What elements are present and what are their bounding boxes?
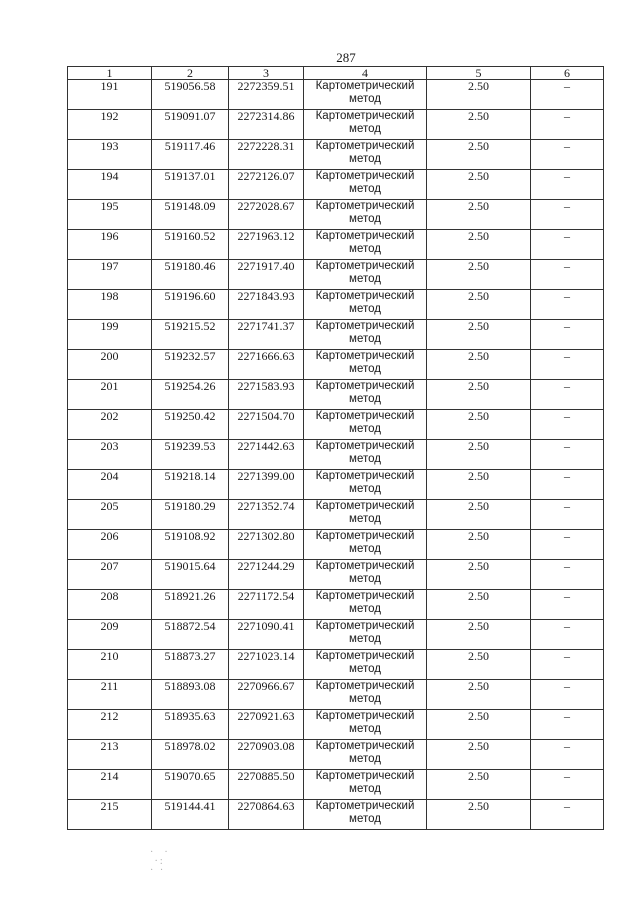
column-header-4: 4	[304, 67, 427, 80]
table-row	[68, 650, 604, 680]
accuracy-cell: 2.50	[427, 590, 531, 620]
y-coordinate-cell: 2270903.08	[229, 740, 304, 770]
point-number-cell: 197	[68, 260, 152, 290]
accuracy-cell: 2.50	[427, 140, 531, 170]
accuracy-cell: 2.50	[427, 230, 531, 260]
x-coordinate-cell: 519137.01	[152, 170, 229, 200]
table-row	[68, 260, 604, 290]
note-cell: –	[531, 770, 604, 800]
method-line-2: метод	[349, 573, 381, 585]
x-coordinate-cell: 519056.58	[152, 80, 229, 110]
x-coordinate-cell: 519108.92	[152, 530, 229, 560]
column-header-6: 6	[531, 67, 604, 80]
column-header-5: 5	[427, 67, 531, 80]
accuracy-cell: 2.50	[427, 440, 531, 470]
accuracy-cell: 2.50	[427, 320, 531, 350]
method-line-2: метод	[349, 543, 381, 555]
method-line-1: Картометрический	[315, 710, 415, 722]
table-row	[68, 320, 604, 350]
point-number-cell: 209	[68, 620, 152, 650]
method-cell	[304, 230, 427, 260]
method-cell	[304, 800, 427, 830]
method-cell	[304, 440, 427, 470]
y-coordinate-cell: 2271244.29	[229, 560, 304, 590]
method-line-2: метод	[349, 243, 381, 255]
method-line-2: метод	[349, 153, 381, 165]
table-header	[68, 67, 604, 80]
accuracy-cell: 2.50	[427, 740, 531, 770]
note-cell: –	[531, 170, 604, 200]
method-line-1: Картометрический	[315, 800, 415, 812]
method-line-1: Картометрический	[315, 530, 415, 542]
method-line-2: метод	[349, 783, 381, 795]
note-cell: –	[531, 290, 604, 320]
note-cell: –	[531, 440, 604, 470]
method-cell	[304, 770, 427, 800]
table-row	[68, 200, 604, 230]
note-cell: –	[531, 350, 604, 380]
x-coordinate-cell: 519091.07	[152, 110, 229, 140]
note-cell: –	[531, 320, 604, 350]
accuracy-cell: 2.50	[427, 80, 531, 110]
accuracy-cell: 2.50	[427, 200, 531, 230]
y-coordinate-cell: 2270885.50	[229, 770, 304, 800]
point-number-cell: 199	[68, 320, 152, 350]
method-cell	[304, 470, 427, 500]
method-line-1: Картометрический	[315, 230, 415, 242]
column-header-1: 1	[68, 67, 152, 80]
note-cell: –	[531, 80, 604, 110]
point-number-cell: 198	[68, 290, 152, 320]
method-cell	[304, 260, 427, 290]
note-cell: –	[531, 500, 604, 530]
method-cell	[304, 170, 427, 200]
point-number-cell: 195	[68, 200, 152, 230]
method-line-2: метод	[349, 453, 381, 465]
method-line-1: Картометрический	[315, 740, 415, 752]
method-cell	[304, 140, 427, 170]
point-number-cell: 202	[68, 410, 152, 440]
note-cell: –	[531, 710, 604, 740]
x-coordinate-cell: 519015.64	[152, 560, 229, 590]
method-line-1: Картометрический	[315, 620, 415, 632]
note-cell: –	[531, 530, 604, 560]
accuracy-cell: 2.50	[427, 650, 531, 680]
method-line-1: Картометрический	[315, 170, 415, 182]
point-number-cell: 212	[68, 710, 152, 740]
accuracy-cell: 2.50	[427, 170, 531, 200]
point-number-cell: 201	[68, 380, 152, 410]
method-line-1: Картометрический	[315, 320, 415, 332]
point-number-cell: 206	[68, 530, 152, 560]
y-coordinate-cell: 2271843.93	[229, 290, 304, 320]
method-cell	[304, 290, 427, 320]
x-coordinate-cell: 519218.14	[152, 470, 229, 500]
method-line-2: метод	[349, 333, 381, 345]
note-cell: –	[531, 260, 604, 290]
point-number-cell: 204	[68, 470, 152, 500]
method-cell	[304, 680, 427, 710]
x-coordinate-cell: 519160.52	[152, 230, 229, 260]
method-line-2: метод	[349, 693, 381, 705]
table-row	[68, 620, 604, 650]
x-coordinate-cell: 519180.46	[152, 260, 229, 290]
y-coordinate-cell: 2272126.07	[229, 170, 304, 200]
method-line-2: метод	[349, 723, 381, 735]
accuracy-cell: 2.50	[427, 560, 531, 590]
point-number-cell: 211	[68, 680, 152, 710]
method-line-1: Картометрический	[315, 260, 415, 272]
x-coordinate-cell: 519070.65	[152, 770, 229, 800]
method-cell	[304, 620, 427, 650]
x-coordinate-cell: 519144.41	[152, 800, 229, 830]
table-row	[68, 350, 604, 380]
method-line-1: Картометрический	[315, 350, 415, 362]
x-coordinate-cell: 518873.27	[152, 650, 229, 680]
x-coordinate-cell: 519239.53	[152, 440, 229, 470]
y-coordinate-cell: 2270864.63	[229, 800, 304, 830]
note-cell: –	[531, 560, 604, 590]
method-cell	[304, 200, 427, 230]
method-cell	[304, 110, 427, 140]
method-line-1: Картометрический	[315, 590, 415, 602]
table-row	[68, 140, 604, 170]
accuracy-cell: 2.50	[427, 620, 531, 650]
x-coordinate-cell: 518872.54	[152, 620, 229, 650]
y-coordinate-cell: 2271023.14	[229, 650, 304, 680]
method-line-2: метод	[349, 663, 381, 675]
y-coordinate-cell: 2271090.41	[229, 620, 304, 650]
method-line-2: метод	[349, 813, 381, 825]
method-cell	[304, 530, 427, 560]
accuracy-cell: 2.50	[427, 350, 531, 380]
method-line-2: метод	[349, 423, 381, 435]
method-line-2: метод	[349, 513, 381, 525]
y-coordinate-cell: 2271302.80	[229, 530, 304, 560]
method-cell	[304, 650, 427, 680]
y-coordinate-cell: 2272028.67	[229, 200, 304, 230]
scan-artifact: · · ·: · ·	[150, 847, 170, 876]
column-header-3: 3	[229, 67, 304, 80]
table-row	[68, 590, 604, 620]
table-row	[68, 800, 604, 830]
x-coordinate-cell: 519250.42	[152, 410, 229, 440]
y-coordinate-cell: 2272314.86	[229, 110, 304, 140]
table-row	[68, 230, 604, 260]
note-cell: –	[531, 410, 604, 440]
method-line-1: Картометрический	[315, 440, 415, 452]
y-coordinate-cell: 2271442.63	[229, 440, 304, 470]
table-row	[68, 380, 604, 410]
method-line-2: метод	[349, 633, 381, 645]
method-line-1: Картометрический	[315, 470, 415, 482]
method-line-2: метод	[349, 753, 381, 765]
table-row	[68, 560, 604, 590]
point-number-cell: 193	[68, 140, 152, 170]
accuracy-cell: 2.50	[427, 110, 531, 140]
method-line-1: Картометрический	[315, 680, 415, 692]
note-cell: –	[531, 230, 604, 260]
x-coordinate-cell: 518921.26	[152, 590, 229, 620]
accuracy-cell: 2.50	[427, 680, 531, 710]
method-cell	[304, 710, 427, 740]
method-line-1: Картометрический	[315, 200, 415, 212]
method-line-1: Картометрический	[315, 290, 415, 302]
accuracy-cell: 2.50	[427, 380, 531, 410]
table-row	[68, 440, 604, 470]
method-line-1: Картометрический	[315, 110, 415, 122]
method-line-2: метод	[349, 393, 381, 405]
point-number-cell: 208	[68, 590, 152, 620]
point-number-cell: 196	[68, 230, 152, 260]
note-cell: –	[531, 740, 604, 770]
y-coordinate-cell: 2272228.31	[229, 140, 304, 170]
method-line-1: Картометрический	[315, 500, 415, 512]
accuracy-cell: 2.50	[427, 530, 531, 560]
table-row	[68, 290, 604, 320]
method-line-2: метод	[349, 273, 381, 285]
y-coordinate-cell: 2271399.00	[229, 470, 304, 500]
method-line-2: метод	[349, 303, 381, 315]
note-cell: –	[531, 620, 604, 650]
point-number-cell: 203	[68, 440, 152, 470]
y-coordinate-cell: 2272359.51	[229, 80, 304, 110]
accuracy-cell: 2.50	[427, 410, 531, 440]
x-coordinate-cell: 519232.57	[152, 350, 229, 380]
method-cell	[304, 380, 427, 410]
point-number-cell: 215	[68, 800, 152, 830]
method-line-1: Картометрический	[315, 560, 415, 572]
x-coordinate-cell: 519196.60	[152, 290, 229, 320]
method-cell	[304, 590, 427, 620]
method-cell	[304, 80, 427, 110]
note-cell: –	[531, 110, 604, 140]
method-cell	[304, 560, 427, 590]
point-number-cell: 207	[68, 560, 152, 590]
method-cell	[304, 320, 427, 350]
point-number-cell: 214	[68, 770, 152, 800]
x-coordinate-cell: 519180.29	[152, 500, 229, 530]
x-coordinate-cell: 518978.02	[152, 740, 229, 770]
x-coordinate-cell: 518935.63	[152, 710, 229, 740]
point-number-cell: 205	[68, 500, 152, 530]
y-coordinate-cell: 2271504.70	[229, 410, 304, 440]
y-coordinate-cell: 2270921.63	[229, 710, 304, 740]
method-cell	[304, 350, 427, 380]
method-line-1: Картометрический	[315, 770, 415, 782]
table-row	[68, 170, 604, 200]
table-row	[68, 410, 604, 440]
x-coordinate-cell: 519117.46	[152, 140, 229, 170]
note-cell: –	[531, 140, 604, 170]
method-line-2: метод	[349, 183, 381, 195]
y-coordinate-cell: 2271172.54	[229, 590, 304, 620]
point-number-cell: 210	[68, 650, 152, 680]
x-coordinate-cell: 518893.08	[152, 680, 229, 710]
method-line-1: Картометрический	[315, 380, 415, 392]
table-row	[68, 470, 604, 500]
y-coordinate-cell: 2271963.12	[229, 230, 304, 260]
note-cell: –	[531, 800, 604, 830]
method-line-2: метод	[349, 603, 381, 615]
method-cell	[304, 740, 427, 770]
accuracy-cell: 2.50	[427, 800, 531, 830]
method-line-1: Картометрический	[315, 410, 415, 422]
method-line-1: Картометрический	[315, 140, 415, 152]
table-row	[68, 680, 604, 710]
table-row	[68, 740, 604, 770]
note-cell: –	[531, 650, 604, 680]
method-line-2: метод	[349, 213, 381, 225]
accuracy-cell: 2.50	[427, 260, 531, 290]
accuracy-cell: 2.50	[427, 500, 531, 530]
point-number-cell: 192	[68, 110, 152, 140]
method-cell	[304, 410, 427, 440]
accuracy-cell: 2.50	[427, 470, 531, 500]
method-line-2: метод	[349, 363, 381, 375]
note-cell: –	[531, 470, 604, 500]
method-line-2: метод	[349, 483, 381, 495]
x-coordinate-cell: 519254.26	[152, 380, 229, 410]
method-line-2: метод	[349, 123, 381, 135]
table-row	[68, 110, 604, 140]
x-coordinate-cell: 519215.52	[152, 320, 229, 350]
accuracy-cell: 2.50	[427, 770, 531, 800]
accuracy-cell: 2.50	[427, 290, 531, 320]
y-coordinate-cell: 2271666.63	[229, 350, 304, 380]
y-coordinate-cell: 2270966.67	[229, 680, 304, 710]
note-cell: –	[531, 380, 604, 410]
note-cell: –	[531, 680, 604, 710]
table-row	[68, 770, 604, 800]
note-cell: –	[531, 590, 604, 620]
table-row	[68, 530, 604, 560]
y-coordinate-cell: 2271352.74	[229, 500, 304, 530]
accuracy-cell: 2.50	[427, 710, 531, 740]
table-row	[68, 500, 604, 530]
table-body	[68, 80, 604, 830]
table-row	[68, 710, 604, 740]
point-number-cell: 213	[68, 740, 152, 770]
table-row	[68, 80, 604, 110]
method-line-2: метод	[349, 93, 381, 105]
header-row	[68, 67, 604, 80]
column-header-2: 2	[152, 67, 229, 80]
y-coordinate-cell: 2271583.93	[229, 380, 304, 410]
point-number-cell: 200	[68, 350, 152, 380]
page-number: 287	[336, 50, 356, 65]
point-number-cell: 194	[68, 170, 152, 200]
method-line-1: Картометрический	[315, 80, 415, 92]
x-coordinate-cell: 519148.09	[152, 200, 229, 230]
y-coordinate-cell: 2271917.40	[229, 260, 304, 290]
y-coordinate-cell: 2271741.37	[229, 320, 304, 350]
method-line-1: Картометрический	[315, 650, 415, 662]
coordinates-table	[67, 66, 604, 830]
method-cell	[304, 500, 427, 530]
point-number-cell: 191	[68, 80, 152, 110]
note-cell: –	[531, 200, 604, 230]
